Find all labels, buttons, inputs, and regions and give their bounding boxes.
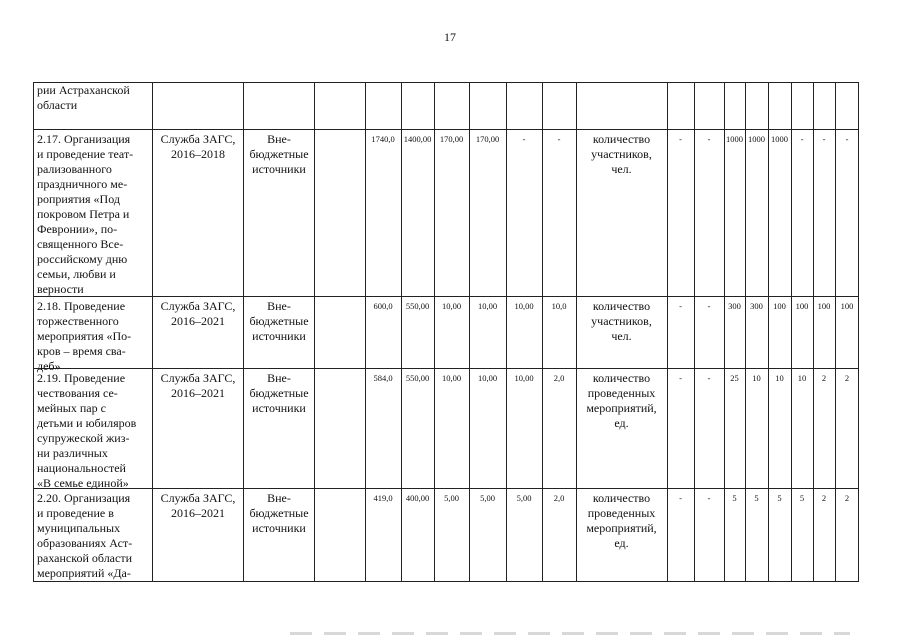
amount-2020: 2,0 [553, 373, 565, 383]
indicator-value: - [822, 134, 826, 144]
row-indicator: количество участников, чел. [591, 299, 652, 343]
indicator-value: 10 [775, 373, 784, 383]
indicator-value: - [800, 134, 804, 144]
amount-2018: 10,00 [477, 301, 498, 311]
indicator-value: 1000 [726, 134, 743, 144]
indicator-value: - [845, 134, 849, 144]
amount-2017: 10,00 [441, 373, 462, 383]
row-title: 2.17. Организация и проведение теат- рализованного праздничного ме- роприятия «Под покровом Петра и Февронии», по- священного Все- российскому дню семьи, любви и верности [37, 132, 134, 296]
indicator-value: 10 [752, 373, 761, 383]
indicator-value: 5 [754, 493, 759, 503]
scan-bleed [290, 632, 850, 635]
amount-2018: 5,00 [480, 493, 495, 503]
amount-total: 419,0 [373, 493, 393, 503]
indicator-value: 2 [844, 373, 850, 383]
amount-2017: 10,00 [441, 301, 462, 311]
amount-2017: 170,00 [439, 134, 464, 144]
indicator-value: 2 [821, 493, 827, 503]
indicator-value: - [679, 373, 682, 383]
amount-2020: 10,0 [551, 301, 567, 311]
amount-2016: 550,00 [405, 301, 430, 311]
indicator-value: 10 [797, 373, 807, 383]
amount-2017: 5,00 [444, 493, 459, 503]
row-title: 2.20. Организация и проведение в муниципальных образованиях Аст- раханской области мероприятий «Да- [37, 491, 133, 580]
indicator-value: - [707, 373, 711, 383]
row-title: 2.19. Проведение чествования се- мейных пар с детьми и юбиляров супружеской жиз- ни различных национальностей «В семье единой» [37, 371, 137, 490]
indicator-value: - [707, 301, 711, 311]
amount-2019: 10,00 [514, 301, 534, 311]
amount-2019: 10,00 [514, 373, 534, 383]
page-number: 17 [444, 30, 456, 44]
indicator-value: 300 [750, 301, 763, 311]
row-executor: Служба ЗАГС, 2016–2021 [160, 371, 236, 400]
indicator-value: - [679, 493, 682, 503]
program-table [33, 82, 859, 582]
indicator-value: - [679, 301, 682, 311]
amount-2019: 5,00 [516, 493, 532, 503]
amount-2020: 2,0 [553, 493, 565, 503]
indicator-value: 2 [821, 373, 827, 383]
indicator-value: 300 [728, 301, 741, 311]
amount-total: 584,0 [373, 373, 393, 383]
indicator-value: 100 [817, 301, 831, 311]
amount-2016: 550,00 [405, 373, 430, 383]
indicator-value: 100 [795, 301, 809, 311]
indicator-value: 5 [799, 493, 805, 503]
indicator-value: 100 [840, 301, 854, 311]
indicator-value: 1000 [748, 134, 765, 144]
row-source: Вне- бюджетные источники [249, 371, 309, 415]
indicator-value: 5 [732, 493, 737, 503]
indicator-value: 5 [777, 493, 782, 503]
row-indicator: количество участников, чел. [591, 132, 652, 176]
amount-2018: 170,00 [475, 134, 500, 144]
indicator-value: - [707, 493, 711, 503]
amount-2016: 400,00 [405, 493, 430, 503]
amount-2018: 10,00 [477, 373, 498, 383]
row-indicator: количество проведенных мероприятий, ед. [586, 491, 657, 550]
indicator-value: 2 [844, 493, 850, 503]
amount-2019: - [522, 134, 526, 144]
amount-total: 600,0 [373, 301, 393, 311]
row-executor: Служба ЗАГС, 2016–2021 [160, 299, 236, 328]
indicator-value: 1000 [771, 134, 788, 144]
indicator-value: 100 [773, 301, 786, 311]
indicator-value: 25 [730, 373, 739, 383]
amount-total: 1740,0 [371, 134, 395, 144]
row-title: 2.18. Проведение торжественного мероприятия «По- кров – время сва- деб» [37, 299, 132, 373]
amount-2016: 1400,00 [403, 134, 432, 144]
row-executor: Служба ЗАГС, 2016–2018 [160, 132, 236, 161]
row-source: Вне- бюджетные источники [249, 299, 309, 343]
row-source: Вне- бюджетные источники [249, 132, 309, 176]
amount-2020: - [557, 134, 561, 144]
continuation-text: рии Астраханской области [37, 83, 130, 112]
row-source: Вне- бюджетные источники [249, 491, 309, 535]
indicator-value: - [707, 134, 711, 144]
row-executor: Служба ЗАГС, 2016–2021 [160, 491, 236, 520]
row-indicator: количество проведенных мероприятий, ед. [586, 371, 657, 430]
indicator-value: - [679, 134, 682, 144]
